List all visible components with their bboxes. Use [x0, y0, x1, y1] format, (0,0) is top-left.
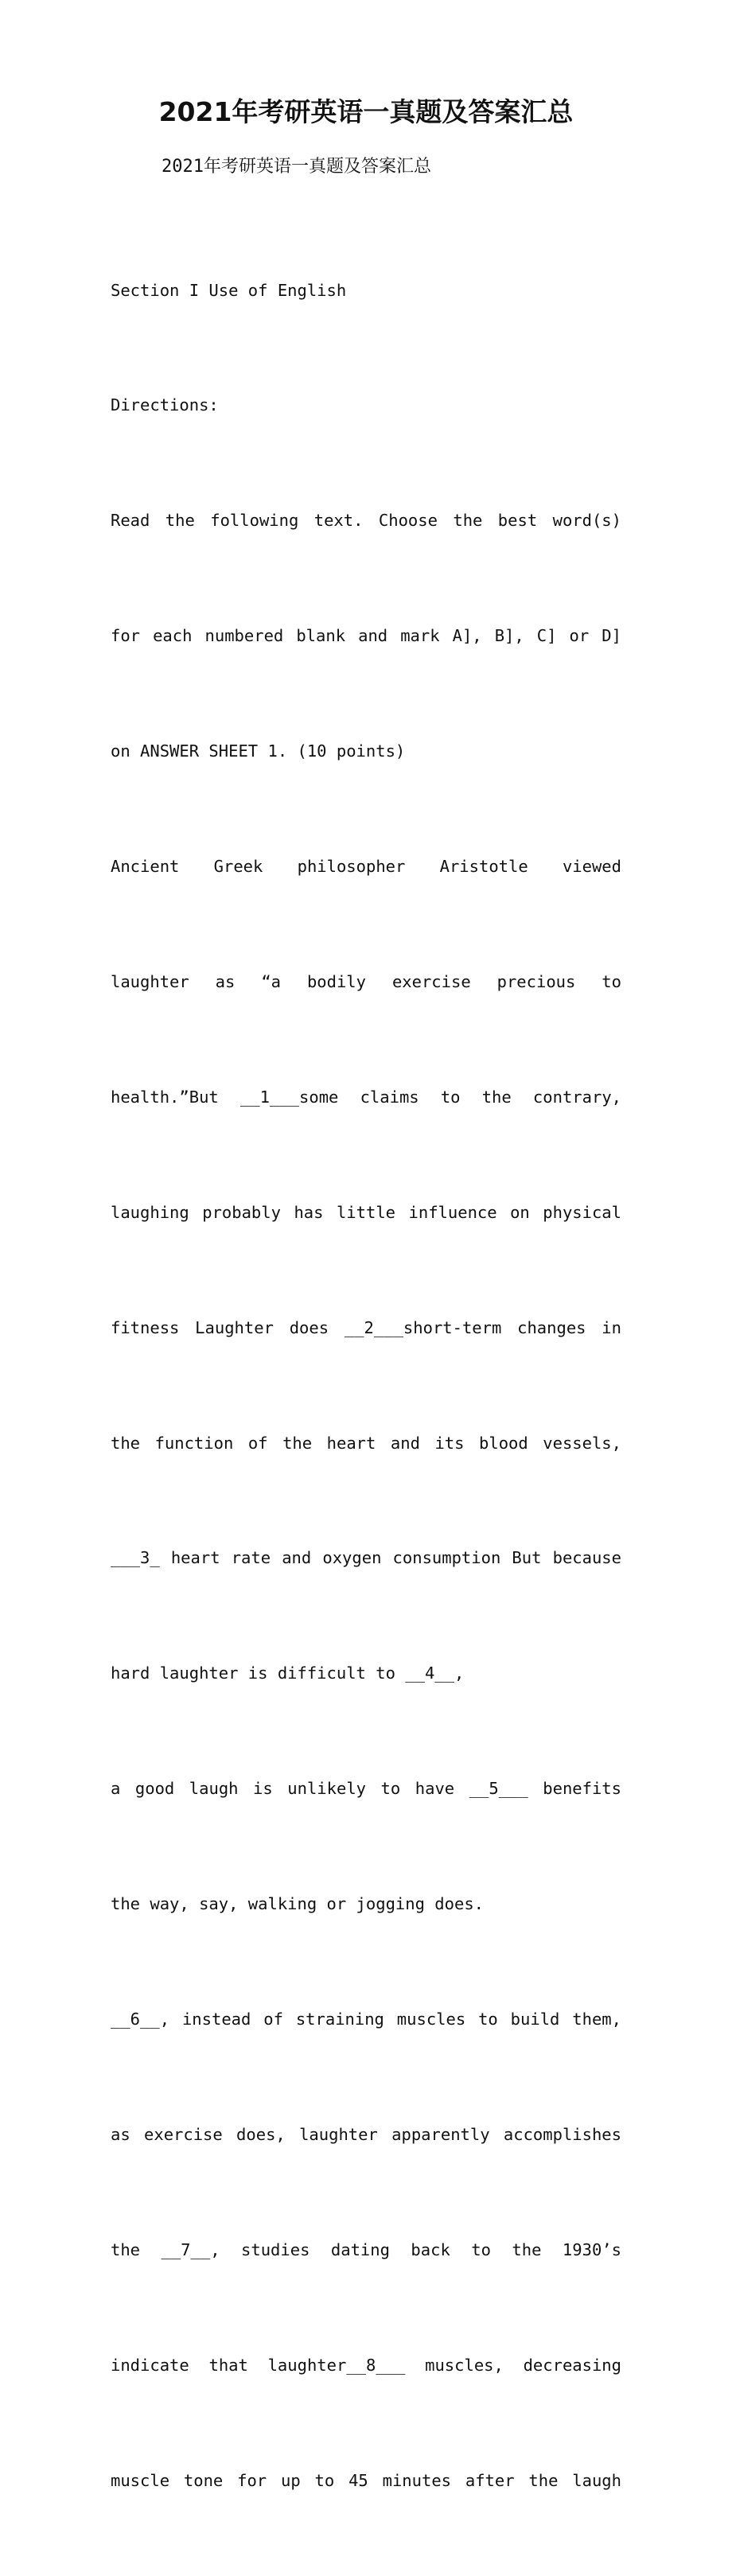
body-line: health.”But __1___some claims to the contrary, — [111, 1087, 621, 1107]
body-line: Read the following text. Choose the best word(s) — [111, 511, 621, 531]
body-line: fitness Laughter does __2___short-term changes in — [111, 1317, 621, 1337]
body-line: Section I Use of English — [111, 280, 347, 300]
body-line: indicate that laughter__8___ muscles, decreasing — [111, 2355, 621, 2375]
document-subtitle: 2021年考研英语一真题及答案汇总 — [162, 157, 431, 177]
body-line: ___3_ heart rate and oxygen consumption But because — [111, 1548, 621, 1568]
body-line: hard laughter is difficult to __4__, — [111, 1664, 465, 1683]
body-line: on ANSWER SHEET 1. (10 points) — [111, 741, 406, 761]
body-line: __6__, instead of straining muscles to build them, — [111, 2009, 621, 2029]
body-line: Ancient Greek philosopher Aristotle viewed — [111, 857, 621, 877]
body-line: Directions: — [111, 395, 219, 415]
body-line: laughter as “a bodily exercise precious to — [111, 971, 621, 991]
document-body — [111, 194, 621, 2576]
body-line: for each numbered blank and mark A], B], C] or D] — [111, 626, 621, 646]
body-line: laughing probably has little influence on physical — [111, 1202, 621, 1222]
body-line: the function of the heart and its blood vessels, — [111, 1433, 621, 1453]
document-title: 2021年考研英语一真题及答案汇总 — [158, 96, 574, 127]
body-line: the __7__, studies dating back to the 1930’s — [111, 2239, 621, 2259]
body-line: muscle tone for up to 45 minutes after the laugh — [111, 2470, 621, 2490]
body-line: as exercise does, laughter apparently accomplishes — [111, 2124, 621, 2144]
body-line: the way, say, walking or jogging does. — [111, 1894, 484, 1914]
body-line: a good laugh is unlikely to have __5___ benefits — [111, 1779, 621, 1799]
